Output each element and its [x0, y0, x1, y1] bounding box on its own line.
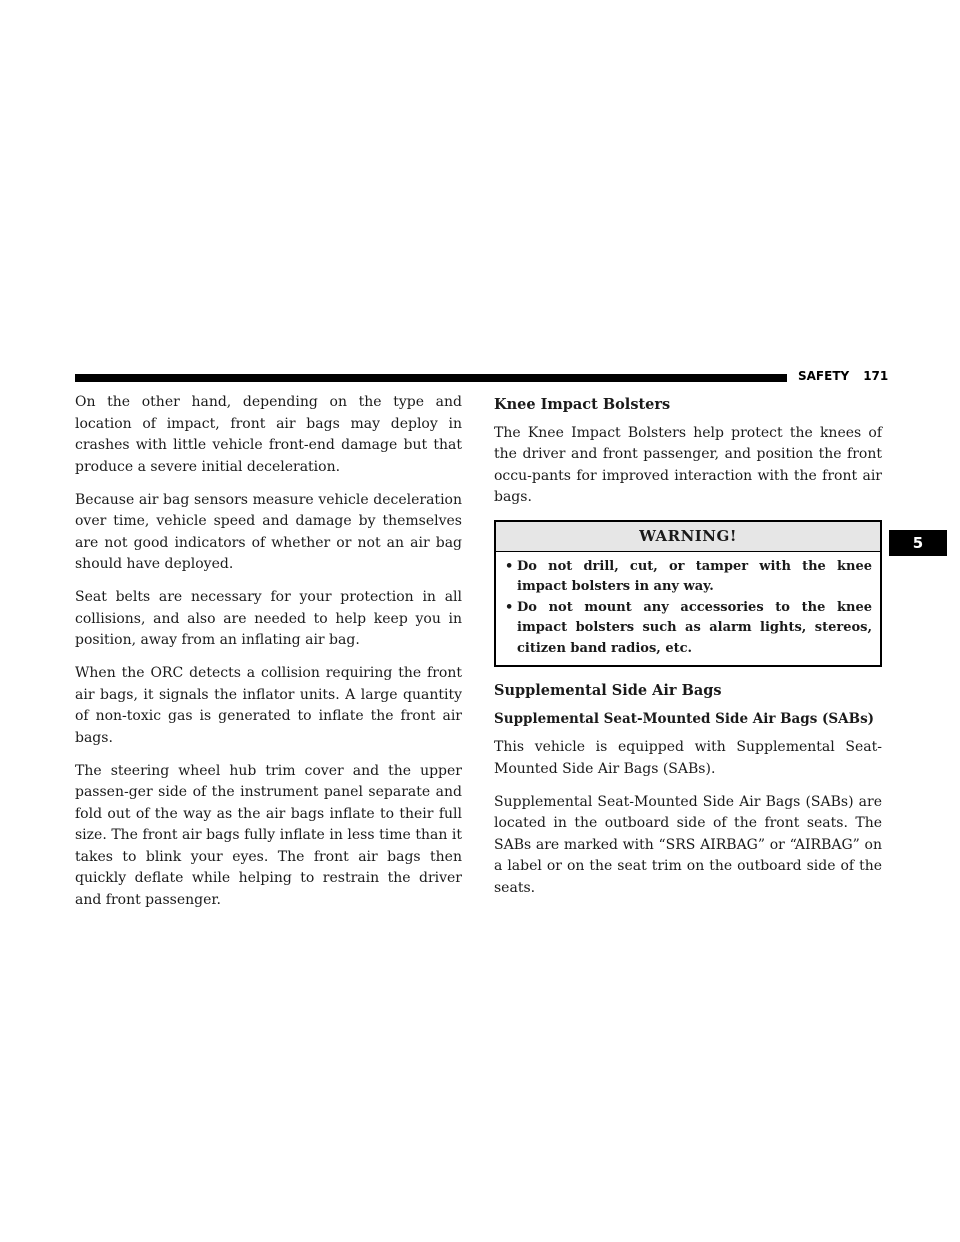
side-air-bags-heading: Supplemental Side Air Bags: [494, 682, 722, 699]
warning-title: WARNING!: [496, 522, 880, 552]
page-number: 171: [863, 369, 889, 383]
left-column: [75, 392, 462, 923]
header-rule: [75, 374, 787, 382]
paragraph: The steering wheel hub trim cover and the upper passen-ger side of the instrument panel separate and fold out of the way as the air bags inflate to their full size. The front air bags fully inflate in less time than it takes to blink your eyes. The front air bags then quickly deflate while helping to restrain the driver and front passenger.: [75, 762, 462, 908]
warning-list: [496, 552, 880, 666]
warning-box: [494, 520, 882, 667]
sabs-subheading: Supplemental Seat-Mounted Side Air Bags (SABs): [494, 710, 875, 727]
paragraph: The Knee Impact Bolsters help protect the knees of the driver and front passenger, and position the front occu-pants for improved interaction with the front air bags.: [494, 424, 882, 505]
paragraph: Supplemental Seat-Mounted Side Air Bags (SABs) are located in the outboard side of the front seats. The SABs are marked with “SRS AIRBAG” or “AIRBAG” on a label or on the seat trim on the outboard side of the seats.: [494, 793, 882, 896]
knee-bolsters-heading: Knee Impact Bolsters: [494, 396, 671, 413]
running-header: [798, 369, 888, 383]
right-column: [494, 392, 882, 911]
chapter-tab: 5: [889, 530, 947, 556]
paragraph: This vehicle is equipped with Supplemental Seat-Mounted Side Air Bags (SABs).: [494, 739, 882, 777]
paragraph: When the ORC detects a collision requiring the front air bags, it signals the inflator units. A large quantity of non-toxic gas is generated to inflate the front air bags.: [75, 665, 462, 746]
paragraph: Seat belts are necessary for your protection in all collisions, and also are needed to help keep you in position, away from an inflating air bag.: [75, 589, 462, 648]
warning-item: • Do not mount any accessories to the knee impact bolsters such as alarm lights, stereos, citizen band radios, etc.: [505, 598, 872, 660]
paragraph: Because air bag sensors measure vehicle deceleration over time, vehicle speed and damage by themselves are not good indicators of whether or not an air bag should have deployed.: [75, 491, 462, 572]
warning-item: • Do not drill, cut, or tamper with the knee impact bolsters in any way.: [505, 557, 872, 598]
section-title: SAFETY: [798, 369, 850, 383]
paragraph: On the other hand, depending on the type and location of impact, front air bags may deploy in crashes with little vehicle front-end damage but that produce a severe initial deceleration.: [75, 394, 462, 475]
